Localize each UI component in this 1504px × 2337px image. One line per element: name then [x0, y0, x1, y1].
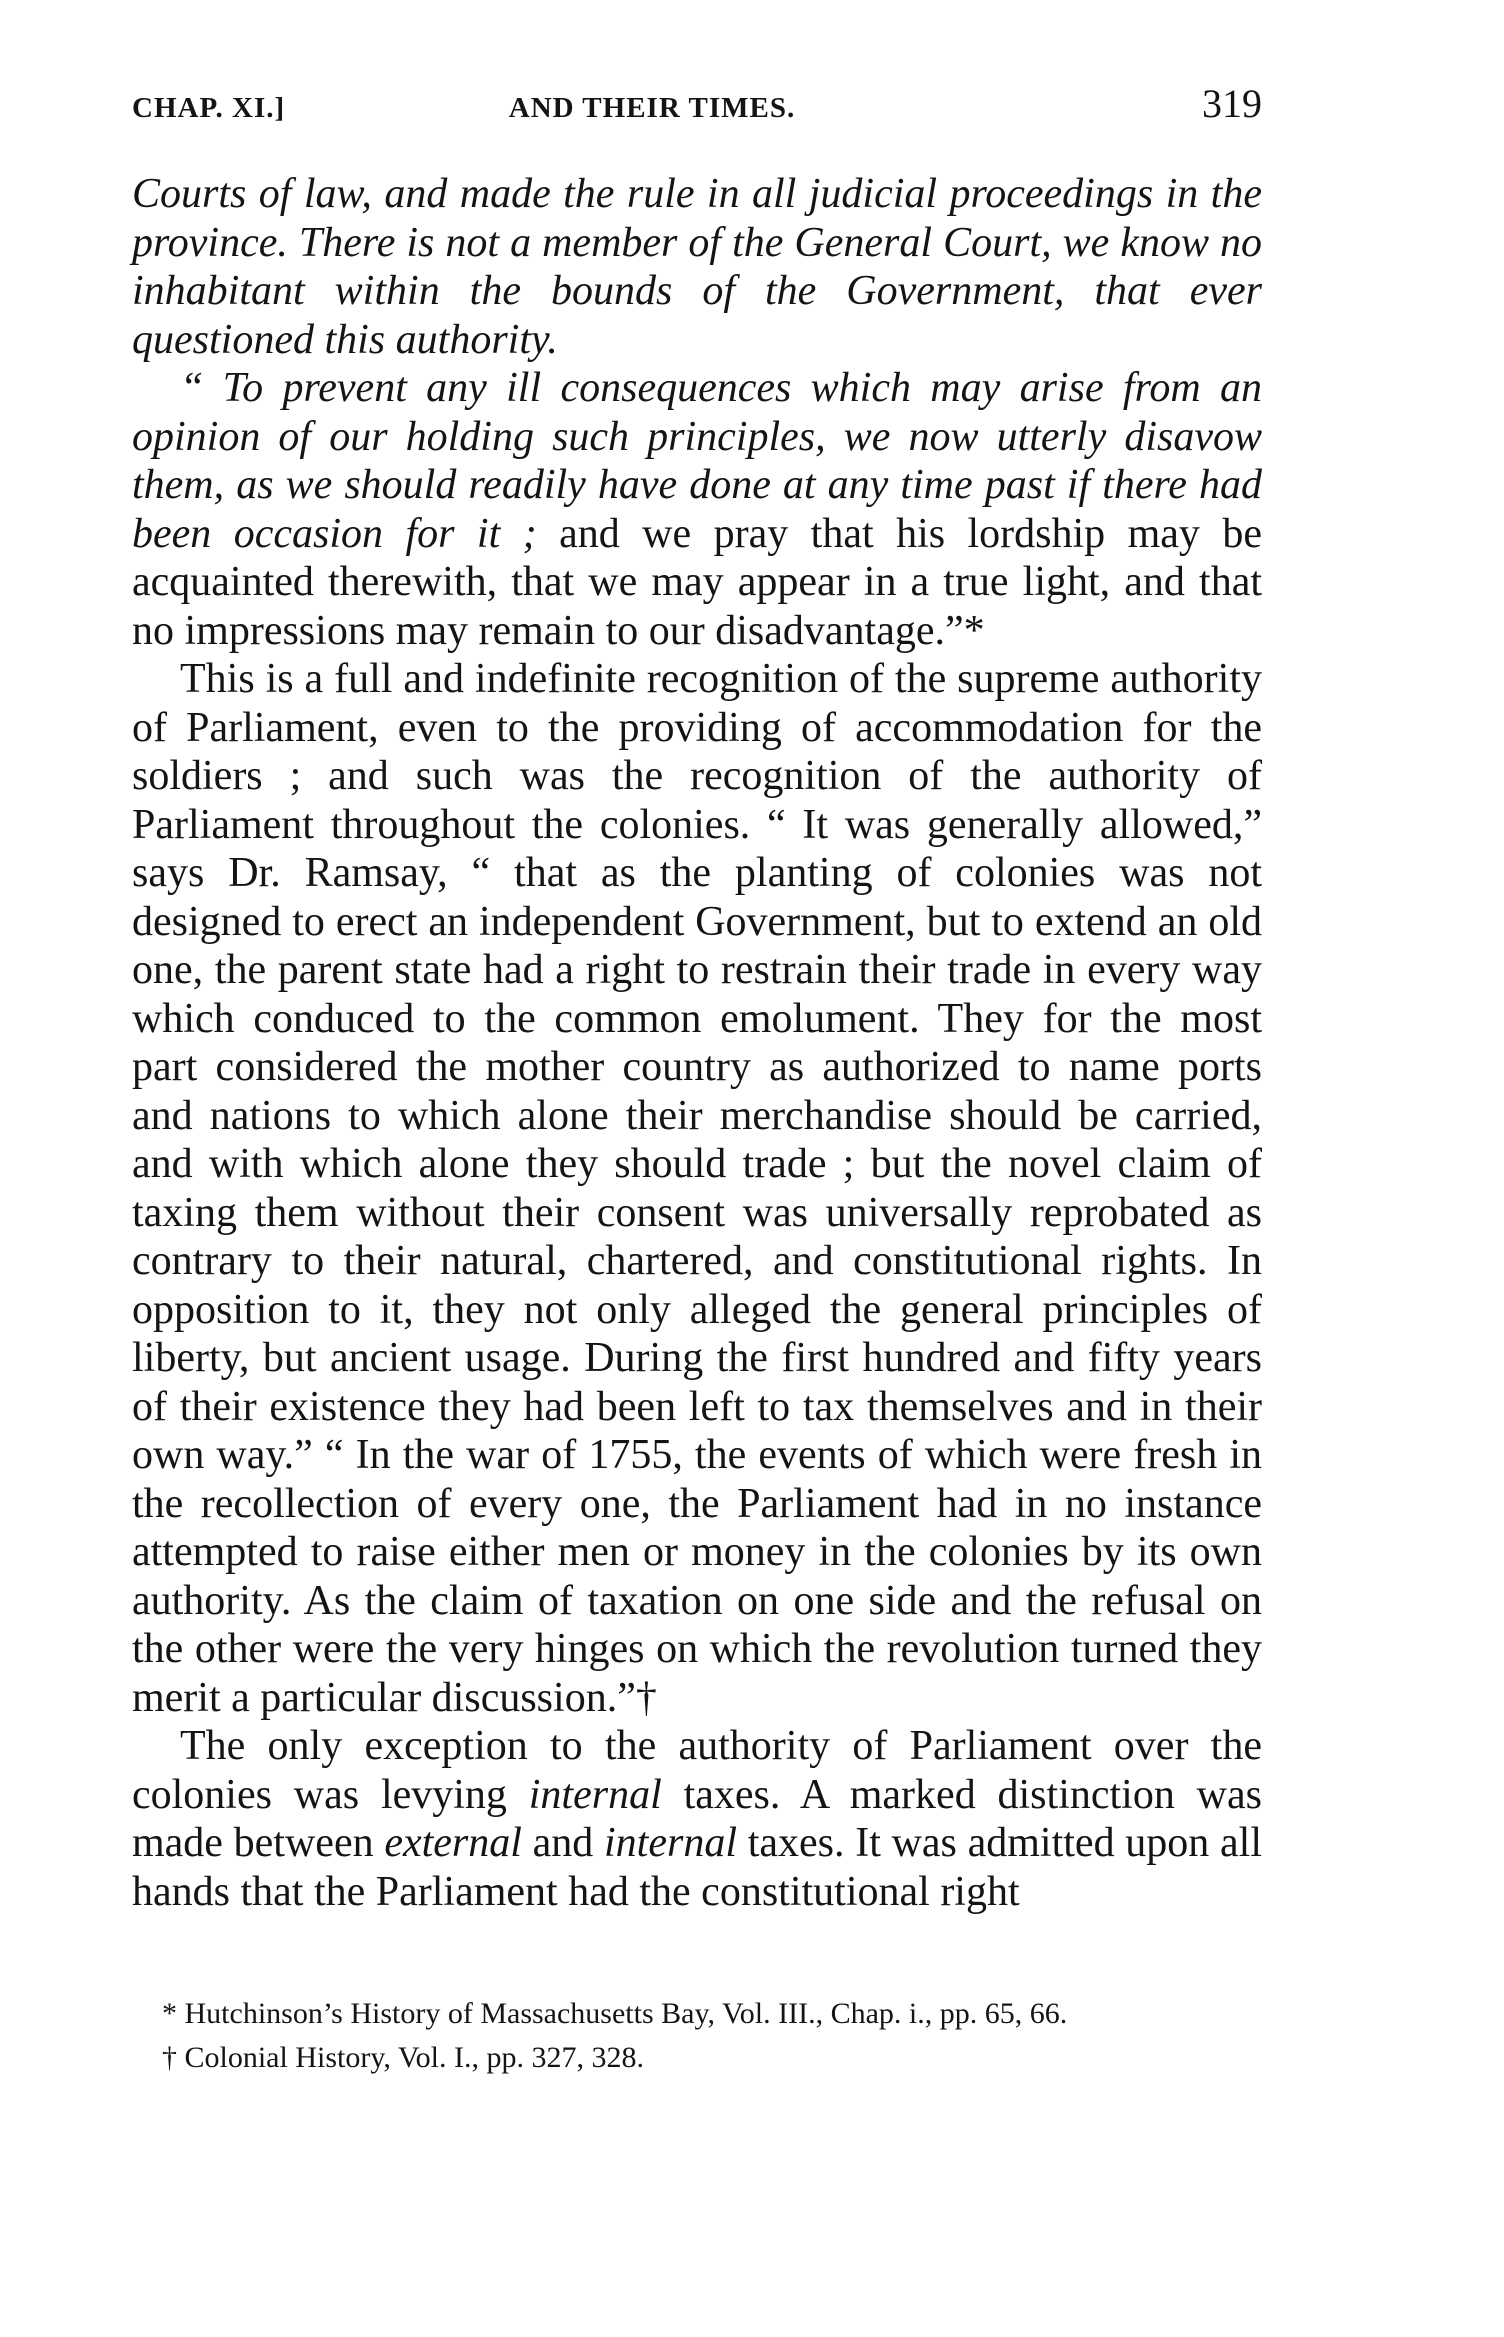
paragraph-3: [132, 655, 1262, 1722]
footnotes: [132, 1996, 1262, 2076]
text-segment: “ To prevent any ill consequences which may arise from an opinion of our holding such principles, we now utterly disavow them, as we should readily have done at any time past if there had been occasion for it ;: [132, 365, 1262, 557]
footnote-2: † Colonial History, Vol. I., pp. 327, 328.: [162, 2041, 644, 2074]
text-segment: and we pray that his lordship may be acquainted therewith, that we may appear in a true light, and that no impressions may remain to our disadvantage.”*: [132, 510, 1263, 654]
text-segment: This is a full and indefinite recognition of the supreme authority of Parliament, even to the providing of accommodation for the soldiers ; and such was the recognition of the authority of Parliament throughout the colonies. “ It was generally allowed,” says Dr. Ramsay, “ that as the planting of colonies was not designed to erect an independent Government, but to extend an old one, the parent state had a right to restrain their trade in every way which conduced to the common emolument. They for the most part considered the mother country as authorized to name ports and nations to which alone their merchandise should be carried, and with which alone they should trade ; but the novel claim of taxing them without their consent was universally reprobated as contrary to their natural, chartered, and constitutional rights. In opposition to it, they not only alleged the general principles of liberty, but ancient usage. During the first hundred and fifty years of their existence they had been left to tax themselves and in their own way.” “ In the war of 1755, the events of which were fresh in the recollection of every one, the Parliament had in no instance attempted to raise either men or money in the colonies by its own authority. As the claim of taxation on one side and the refusal on the other were the very hinges on which the revolution turned they merit a particular discussion.”†: [132, 656, 1262, 1721]
paragraph-1: [132, 170, 1262, 364]
body-text: [132, 170, 1262, 1916]
text-segment: taxes. A marked distinction was made between: [132, 1771, 1262, 1866]
text-segment: external: [384, 1820, 522, 1866]
footnote-1: * Hutchinson’s History of Massachusetts Bay, Vol. III., Chap. i., pp. 65, 66.: [162, 1997, 1068, 2030]
text-segment: and: [521, 1820, 604, 1866]
text-segment: Courts of law, and made the rule in all judicial proceedings in the province. There is not a member of the General Court, we know no inhabitant within the bounds of the Government, that ever questioned this authority.: [132, 171, 1262, 363]
running-title: AND THEIR TIMES.: [508, 92, 796, 124]
text-segment: internal: [604, 1820, 737, 1866]
page-number: 319: [1202, 81, 1262, 126]
text-segment: taxes. It was admitted upon all hands that the Parliament had the constitutional right: [132, 1820, 1262, 1915]
book-page: [132, 80, 1262, 2084]
paragraph-4: [132, 1722, 1262, 1916]
running-head: [132, 80, 1262, 140]
text-segment: The only exception to the authority of Parliament over the colonies was levying: [132, 1723, 1262, 1818]
text-segment: internal: [528, 1771, 662, 1818]
chapter-label: CHAP. XI.]: [132, 92, 286, 124]
paragraph-2: [132, 364, 1262, 655]
